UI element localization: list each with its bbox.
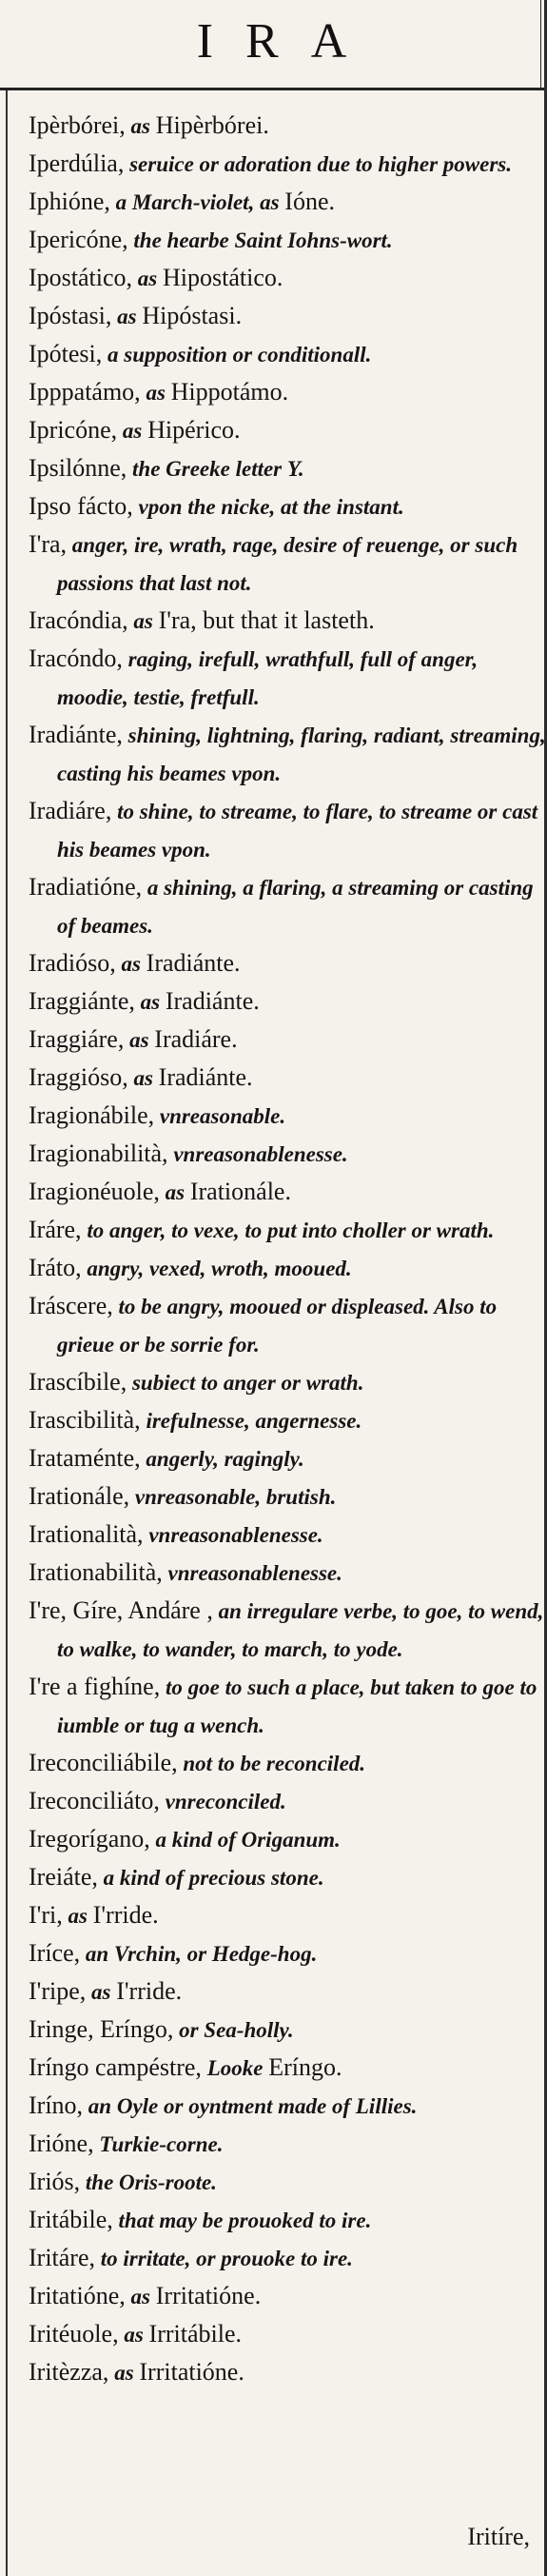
entry-headword: Ireconciliáto,	[29, 1787, 160, 1814]
dictionary-entry	[29, 1668, 547, 1744]
entry-headword: Ipostático,	[29, 264, 133, 291]
entry-crossref: Iradiánte.	[165, 987, 260, 1015]
entry-headword: Iringe, Eríngo,	[29, 2015, 174, 2043]
entry-definition: as	[125, 114, 156, 138]
dictionary-entry	[29, 2239, 547, 2277]
dictionary-entry	[29, 487, 547, 525]
dictionary-entry	[29, 1554, 547, 1592]
entry-definition: the Greeke letter Υ.	[127, 457, 304, 481]
entry-definition: vnreasonablenesse.	[162, 1561, 342, 1585]
entry-headword: Irationále,	[29, 1482, 130, 1510]
catchword: Iritíre,	[467, 2523, 530, 2550]
entry-headword: Ipsilónne,	[29, 454, 127, 482]
entry-crossref: Hipostático.	[162, 264, 283, 291]
dictionary-entry	[29, 2315, 547, 2353]
entry-headword: Irascibilità,	[29, 1406, 141, 1434]
entry-definition: to goe to such a place, but taken to goe to iumble or tug a wench.	[57, 1675, 537, 1737]
entry-definition: an Vrchin, or Hedge-hog.	[80, 1942, 318, 1966]
dictionary-entry	[29, 868, 547, 944]
entry-headword: Ipóstasi,	[29, 302, 112, 329]
dictionary-entry	[29, 1516, 547, 1554]
dictionary-entry	[29, 602, 547, 640]
entry-headword: I'ripe,	[29, 1977, 87, 2005]
dictionary-entry	[29, 944, 547, 982]
entry-definition: irefulnesse, angernesse.	[140, 1409, 362, 1433]
dictionary-entry	[29, 1287, 547, 1363]
entry-crossref: Irritatióne.	[139, 2358, 244, 2386]
entry-definition: Turkie-corne.	[93, 2132, 224, 2156]
dictionary-entry	[29, 183, 547, 221]
entry-headword: Irióne,	[29, 2130, 94, 2157]
entry-headword: Iritáre,	[29, 2244, 96, 2271]
entry-definition: vpon the nicke, at the instant.	[132, 495, 404, 519]
entry-headword: Iraggiáre,	[29, 1025, 125, 1053]
dictionary-entry	[29, 335, 547, 373]
entry-headword: Iríce,	[29, 1939, 81, 1967]
entry-list	[0, 107, 547, 2391]
entry-headword: Irationalità,	[29, 1520, 144, 1548]
entry-headword: Ipso fácto,	[29, 492, 133, 520]
entry-crossref: Hipèrbórei.	[155, 111, 269, 139]
entry-headword: Iráto,	[29, 1254, 82, 1281]
entry-definition: as	[111, 305, 143, 328]
dictionary-entry	[29, 1592, 547, 1668]
entry-headword: Iráscere,	[29, 1292, 113, 1319]
entry-crossref: Hipérico.	[147, 416, 241, 444]
entry-headword: Iphióne,	[29, 188, 110, 215]
dictionary-entry	[29, 2353, 547, 2391]
entry-definition: raging, irefull, wrathfull, full of anger, moodie, testie, fretfull.	[57, 647, 479, 709]
dictionary-entry	[29, 373, 547, 411]
dictionary-entry	[29, 1820, 547, 1858]
entry-headword: Ipppatámo,	[29, 378, 141, 406]
dictionary-entry	[29, 107, 547, 145]
entry-headword: Iradiáre,	[29, 797, 112, 824]
entry-headword: Iragionábile,	[29, 1101, 155, 1129]
entry-definition: anger, ire, wrath, rage, desire of reuenge, or such passions that last not.	[57, 533, 518, 595]
entry-definition: vnreasonablenesse.	[143, 1523, 323, 1547]
entry-definition: a supposition or conditionall.	[102, 343, 372, 367]
entry-definition: as	[62, 1904, 93, 1928]
entry-headword: Iriós,	[29, 2168, 81, 2195]
entry-crossref: Iradiáre.	[154, 1025, 238, 1053]
entry-headword: Iracóndia,	[29, 606, 128, 634]
dictionary-entry	[29, 792, 547, 868]
entry-definition: angry, vexed, wroth, mooued.	[81, 1257, 352, 1280]
entry-definition: vnreasonable, brutish.	[129, 1485, 337, 1509]
entry-crossref: Iradiánte.	[158, 1063, 253, 1091]
entry-definition: to irritate, or prouoke to ire.	[95, 2247, 353, 2270]
entry-definition: as	[159, 1180, 190, 1204]
dictionary-entry	[29, 716, 547, 792]
dictionary-entry	[29, 525, 547, 602]
entry-definition: Looke	[201, 2056, 269, 2080]
right-border-inner-rule	[540, 0, 541, 90]
entry-crossref: Irritatióne.	[155, 2282, 262, 2309]
dictionary-entry	[29, 1439, 547, 1477]
entry-definition: to be angry, mooued or displeased. Also to grieue or be sorrie for.	[57, 1295, 498, 1357]
entry-crossref: Eríngo.	[268, 2053, 342, 2081]
dictionary-entry	[29, 2163, 547, 2201]
dictionary-entry	[29, 2277, 547, 2315]
dictionary-entry	[29, 1858, 547, 1896]
entry-headword: Iritatióne,	[29, 2282, 126, 2309]
entry-definition: subiect to anger or wrath.	[127, 1371, 364, 1395]
entry-definition: a March-violet, as	[109, 190, 285, 214]
entry-definition: a shining, a flaring, a streaming or casting of beames.	[57, 876, 534, 938]
entry-definition: the Oris-roote.	[80, 2170, 217, 2194]
entry-headword: Irascíbile,	[29, 1368, 127, 1396]
entry-headword: Iperdúlia,	[29, 149, 125, 177]
entry-definition: that may be prouoked to ire.	[112, 2209, 372, 2232]
dictionary-entry	[29, 1896, 547, 1934]
entry-headword: Ireiáte,	[29, 1863, 98, 1891]
entry-definition: to anger, to vexe, to put into choller or wrath.	[81, 1219, 495, 1242]
entry-definition: an irregulare verbe, to goe, to wend, to walke, to wander, to march, to yode.	[57, 1599, 544, 1661]
entry-headword: I're a fighíne,	[29, 1673, 161, 1700]
entry-headword: Iríngo campéstre,	[29, 2053, 202, 2081]
entry-definition: as	[124, 1028, 155, 1052]
entry-crossref: Hippotámo.	[170, 378, 289, 406]
entry-headword: Iragionabilità,	[29, 1139, 168, 1167]
entry-headword: Ipèrbórei,	[29, 111, 126, 139]
running-head: IRA	[196, 14, 380, 69]
entry-headword: Iracóndo,	[29, 644, 123, 672]
dictionary-entry	[29, 1211, 547, 1249]
dictionary-entry	[29, 982, 547, 1020]
entry-definition: seruice or adoration due to higher powers.	[124, 152, 512, 176]
entry-headword: Irationabilità,	[29, 1558, 163, 1586]
entry-headword: Ipericóne,	[29, 226, 128, 253]
entry-headword: Ipótesi,	[29, 340, 103, 367]
entry-definition: as	[108, 2361, 140, 2385]
entry-crossref: Hipóstasi.	[142, 302, 243, 329]
dictionary-entry	[29, 1059, 547, 1097]
entry-definition: as	[117, 419, 148, 443]
entry-headword: Iritábile,	[29, 2206, 113, 2233]
dictionary-entry	[29, 259, 547, 297]
dictionary-entry	[29, 2011, 547, 2049]
entry-headword: Ireconciliábile,	[29, 1749, 178, 1776]
entry-definition: as	[127, 609, 159, 633]
dictionary-entry	[29, 1097, 547, 1135]
dictionary-entry	[29, 1249, 547, 1287]
dictionary-entry	[29, 2049, 547, 2087]
entry-definition: a kind of Origanum.	[149, 1828, 341, 1852]
entry-definition: as	[118, 2323, 149, 2347]
entry-crossref: I'rride.	[116, 1977, 183, 2005]
dictionary-entry	[29, 1401, 547, 1439]
dictionary-entry	[29, 1020, 547, 1059]
entry-headword: Iráre,	[29, 1216, 82, 1243]
entry-headword: Iraggióso,	[29, 1063, 128, 1091]
entry-definition: shining, lightning, flaring, radiant, streaming, casting his beames vpon.	[57, 723, 546, 785]
entry-definition: a kind of precious stone.	[97, 1866, 324, 1890]
entry-definition: as	[127, 1066, 159, 1090]
entry-crossref: I'rride.	[92, 1901, 159, 1929]
entry-crossref: Irritábile.	[148, 2320, 242, 2348]
entry-definition: to shine, to streame, to flare, to streame or cast his beames vpon.	[57, 800, 538, 862]
entry-definition: an Oyle or oyntment made of Lillies.	[83, 2094, 418, 2118]
entry-definition: vnreasonablenesse.	[167, 1142, 348, 1166]
entry-definition: or Sea-holly.	[173, 2018, 294, 2042]
dictionary-entry	[29, 1135, 547, 1173]
page-header	[0, 0, 547, 90]
dictionary-entry	[29, 1363, 547, 1401]
entry-headword: Iragionéuole,	[29, 1178, 160, 1205]
dictionary-entry	[29, 1934, 547, 1972]
dictionary-entry	[29, 2087, 547, 2125]
dictionary-entry	[29, 1782, 547, 1820]
dictionary-entry	[29, 1173, 547, 1211]
entry-headword: Iritèzza,	[29, 2358, 109, 2386]
entry-crossref: Ióne.	[284, 188, 335, 215]
dictionary-entry	[29, 411, 547, 449]
dictionary-entry	[29, 297, 547, 335]
entry-headword: Iregorígano,	[29, 1825, 150, 1853]
dictionary-entry	[29, 1744, 547, 1782]
entry-definition: as	[86, 1980, 117, 2004]
dictionary-entry	[29, 449, 547, 487]
entry-crossref: I'ra, but that it lasteth.	[158, 606, 375, 634]
entry-headword: I're, Gíre, Andáre ,	[29, 1596, 213, 1624]
entry-definition: as	[125, 2285, 156, 2308]
dictionary-entry	[29, 640, 547, 716]
entry-definition: not to be reconciled.	[177, 1752, 366, 1775]
dictionary-entry	[29, 2201, 547, 2239]
entry-headword: Irataménte,	[29, 1444, 141, 1472]
entry-definition: as	[140, 381, 171, 405]
entry-headword: I'ra,	[29, 530, 68, 558]
entry-crossref: Iradiánte.	[146, 949, 241, 977]
dictionary-entry	[29, 2125, 547, 2163]
entry-headword: Iradiánte,	[29, 721, 123, 748]
entry-definition: vnreconciled.	[159, 1790, 286, 1813]
entry-definition: as	[132, 267, 163, 290]
dictionary-entry	[29, 145, 547, 183]
entry-definition: angerly, ragingly.	[140, 1447, 304, 1471]
entry-headword: I'ri,	[29, 1901, 63, 1929]
entry-headword: Iritéuole,	[29, 2320, 119, 2348]
header-rule	[0, 88, 547, 90]
dictionary-entry	[29, 1477, 547, 1516]
entry-headword: Iradiatióne,	[29, 873, 143, 901]
entry-headword: Iradióso,	[29, 949, 116, 977]
entry-crossref: Irationále.	[189, 1178, 291, 1205]
entry-headword: Ipricóne,	[29, 416, 118, 444]
entry-definition: as	[115, 952, 147, 976]
entry-headword: Iraggiánte,	[29, 987, 135, 1015]
entry-definition: as	[134, 990, 166, 1014]
entry-definition: vnreasonable.	[154, 1104, 286, 1128]
entry-headword: Iríno,	[29, 2091, 84, 2119]
dictionary-entry	[29, 221, 547, 259]
entry-definition: the hearbe Saint Iohns-wort.	[127, 228, 393, 252]
dictionary-entry	[29, 1972, 547, 2011]
